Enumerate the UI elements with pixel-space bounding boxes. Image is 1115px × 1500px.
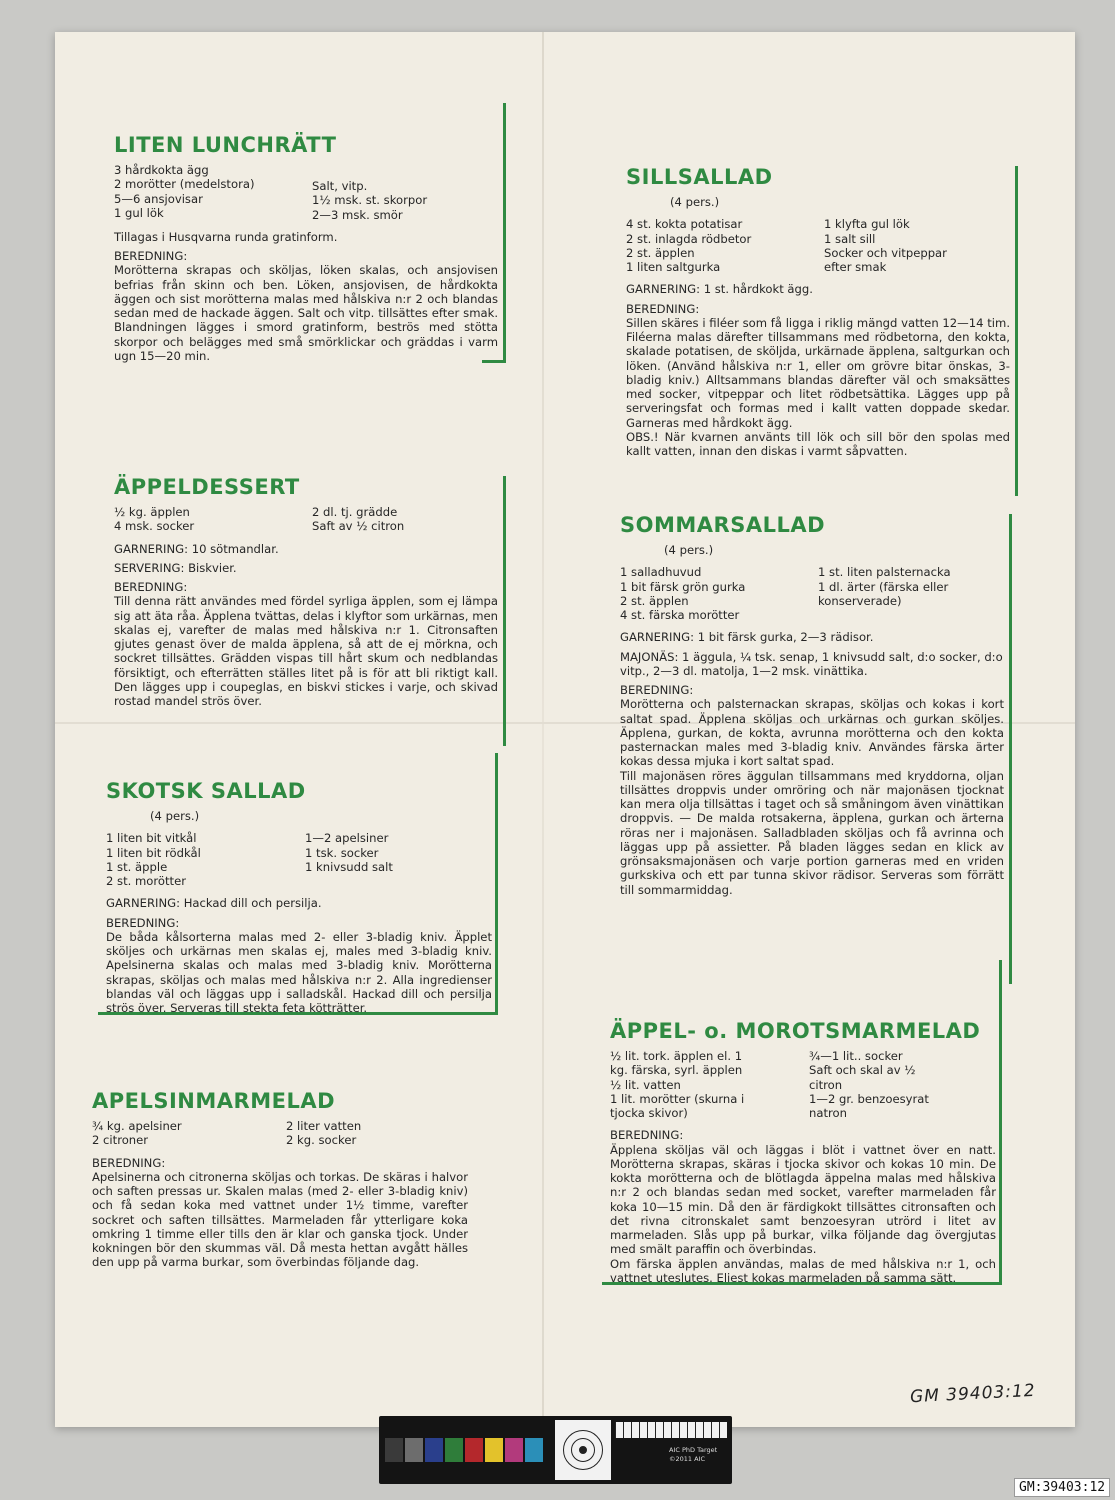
ingredients-right: ¾—1 lit.. socker Saft och skal av ½ citron 1—2 gr. benzoesyrat natron [809,1049,929,1121]
recipe-note: Tillagas i Husqvarna runda gratinform. [114,229,338,244]
recipe-appel-morotsmarmelad [610,1020,1004,1285]
obs-note: OBS.! När kvarnen använts till lök och sill bör den spolas med kallt vatten, innan den diskas i varmt såpvatten. [626,429,1010,459]
beredning-label: BEREDNING: [114,249,188,264]
garnering: GARNERING: 1 st. hårdkokt ägg. [626,282,813,297]
recipe-frame [98,753,498,1015]
beredning-label: BEREDNING: [620,683,694,698]
recipe-frame [602,960,1002,1285]
beredning-text: Morötterna skrapas och sköljas, löken skalas, och ansjovisen befrias från skinn och ben. Löken, ansjovisen, de hårdkokta äggen och sist morötterna malas med hålskiva n:r 2 och blandas sedan med de hackade äggen. Salt och vitp. tillsättes efter smak. Blandningen lägges i smord gratinform, beströs med stötta skorpor och belägges med små smörklickar och gräddas i varm ugn 15—20 min. [114,263,498,363]
recipe-frame [482,476,506,746]
garnering: GARNERING: 10 sötmandlar. [114,541,279,556]
recipe-apelsinmarmelad [92,1090,476,1270]
ingredients-left: 3 hårdkokta ägg 2 morötter (medelstora) 5—6 ansjovisar 1 gul lök [114,163,255,220]
ingredients-right: Salt, vitp. 1½ msk. st. skorpor 2—3 msk. smör [312,179,428,222]
ingredients [626,217,1010,274]
bullseye-icon [555,1420,611,1480]
recipe-title: SKOTSK SALLAD [106,779,306,803]
cyan-swatch [525,1438,543,1462]
beredning-text: Apelsinerna och citronerna sköljas och torkas. De skäras i halvor och saften pressas ur. Skalen malas (med 2- eller 3-bladig kniv) och få sedan koka med vattnet under 1½ timme, varefter sockret och saften tillsättes. Marmeladen får ytterligare koka omkring 1 timme eller tills den är klar och ganska tjock. Under kokningen bör den skummas väl. Då mesta hettan avgått hälles den upp på varma burkar, som överbindas följande dag. [92,1169,468,1270]
portions: (4 pers.) [150,809,200,824]
beredning-text-2: Om färska äpplen användas, malas de med hålskiva n:r 1, och vattnet uteslutes. Eljest kokas marmeladen på samma sätt. [610,1256,996,1285]
ingredients [114,505,498,534]
beredning-text: Morötterna och palsternackan skrapas, sköljas och kokas i kort saltat spad. Äpplena sköljas och urkärnas och gurkan sköljes. Äpplena, gurkan, de kokta, avrunna morötterna och den kokta pasternackan males med 3-bladig kniv. Användes färska ärter kokas dessa mjuka i kort saltat spad. [620,697,1004,769]
target-label: AIC PhD Target ©2011 AIC [669,1446,718,1463]
recipe-title: ÄPPEL- o. MOROTSMARMELAD [610,1019,981,1043]
blue-swatch [425,1438,443,1462]
beredning-text: Till denna rätt användes med fördel syrliga äpplen, som ej lämpa sig att äta råa. Äpplena tvättas, delas i klyftor som urkärnas, men skalas ej, varefter de malas med hålskiva n:r 1. Citronsaften gjutes genast över de malda äpplena, så att de ej mörkna, och sockret tillsättes. Grädden vispas till hårt skum och nedblandas försiktigt, och efterrätten ställes litet på is för att bli riktigt kall. Den lägges upp i coupeglas, en biskvi stickes i varje, och skivad rostad mandel strös över. [114,594,498,709]
green-swatch [445,1438,463,1462]
beredning-text-2: Till majonäsen röres äggulan tillsammans med kryddorna, oljan tillsättes droppvis under omröring och när majonäsen tjocknat kan mera olja tillsättas i taget och så småningom även vinättikan droppvis. — De malda rotsakerna, äpplena, gurkan och ärterna röras ner i majonäsen. Salladbladen sköljas och få avrinna och läggas upp på assietter. På bladen lägges sedan en klick av grönsaksmajonäsen och varje portion garneras med en vriden gurkskiva och ett par tunna skivor rädisor. Serveras som förrätt till sommarmiddag. [620,768,1004,897]
ingredients-right: 2 liter vatten 2 kg. socker [286,1119,362,1148]
beredning-label: BEREDNING: [92,1155,166,1170]
recipe-title: SILLSALLAD [626,165,773,189]
recipe-title: LITEN LUNCHRÄTT [114,133,337,157]
yellow-swatch [485,1438,503,1462]
portions: (4 pers.) [670,195,720,210]
recipe-title: APELSINMARMELAD [92,1089,336,1113]
ingredients-right: 1—2 apelsiner 1 tsk. socker 1 knivsudd salt [305,831,393,874]
portions: (4 pers.) [664,543,714,558]
ingredients-left: ½ lit. tork. äpplen el. 1 kg. färska, syrl. äpplen ½ lit. vatten 1 lit. morötter (skurna i tjocka skivor) [610,1049,745,1121]
beredning-label: BEREDNING: [114,580,188,595]
beredning-text: De båda kålsorterna malas med 2- eller 3-bladig kniv. Äpplet sköljes och urkärnas men skalas ej, males med 3-bladig kniv. Apelsinerna skalas och malas med 3-bladig kniv. Morötterna skrapas, sköljas och malas med hålskiva n:r 2. Alla ingredienser blandas väl och läggas upp i salladskål. Hackad dill och persilja strös över. Serveras till stekta feta kötträtter. [106,929,492,1016]
garnering: GARNERING: 1 bit färsk gurka, 2—3 rädisor. [620,630,874,645]
magenta-swatch [505,1438,523,1462]
recipe-frame [988,514,1012,984]
majonas: MAJONÄS: 1 äggula, ¼ tsk. senap, 1 knivsudd salt, d:o socker, d:o vitp., 2—3 dl. matolja, 1—2 msk. vinättika. [620,649,1003,678]
ingredients [92,1119,468,1148]
recipe-title: SOMMARSALLAD [620,513,826,537]
beredning-label: BEREDNING: [106,915,180,930]
museum-number-handwritten: GM 39403:12 [909,1380,1037,1408]
beredning-label: BEREDNING: [626,301,700,316]
servering: SERVERING: Biskvier. [114,560,237,575]
ingredients-right: 1 st. liten palsternacka 1 dl. ärter (färska eller konserverade) [818,565,951,608]
ingredients-left: ¾ kg. apelsiner 2 citroner [92,1119,182,1148]
ruler-scale [615,1422,727,1438]
beredning-label: BEREDNING: [610,1128,684,1143]
ingredients [620,565,1004,622]
beredning-text: Äpplena sköljas väl och läggas i blöt i vattnet över en natt. Morötterna skrapas, skäras i tjocka skivor och kokas 10 min. De kokta morötterna och de blötlagda äppelna malas med hålskiva n:r 2 och blandas sedan med socket, varefter marmeladen får koka 10—15 min. Då den är färdigkokt tillsättes citronsaften och det rivna citronskalet samt benzoesyran utrörd i litet av marmeladen. Slås upp på burkar, vilka följande dag övergjutas med smält paraffin och överbindas. [610,1142,996,1257]
ingredients [114,163,498,222]
ingredients-left: 1 salladhuvud 1 bit färsk grön gurka 2 st. äpplen 4 st. färska morötter [620,565,746,623]
ingredients-left: ½ kg. äpplen 4 msk. socker [114,505,195,534]
ingredients-left: 1 liten bit vitkål 1 liten bit rödkål 1 st. äpple 2 st. morötter [106,831,201,889]
recipe-frame [994,166,1018,496]
ingredients-right: 1 klyfta gul lök 1 salt sill Socker och vitpeppar efter smak [824,217,947,275]
recipe-sommarsallad [620,514,1012,897]
ingredients-right: 2 dl. tj. grädde Saft av ½ citron [312,505,405,534]
color-target [379,1416,732,1484]
gray-swatch [405,1438,423,1462]
recipe-appeldessert [114,476,506,708]
beredning-text: Sillen skäres i filéer som få ligga i riklig mängd vatten 12—14 tim. Filéerna malas därefter tillsammans med rödbetorna, den kokta, skalade potatisen, de sköljda, urkärnade äpplena, saltgurkan och löken. (Använd hålskiva n:r 1, eller om grövre bitar önskas, 3-bladig kniv.) Alltsammans blandas därefter väl och smaksättes med socker, vitpeppar och litet rödbetsättika. Lägges upp på serveringsfat och formas med i kallt vatten doppade skedar. Garneras med hårdkokt ägg. [626,315,1010,430]
garnering: GARNERING: Hackad dill och persilja. [106,896,322,911]
gray-swatch [385,1438,403,1462]
ingredients-left: 4 st. kokta potatisar 2 st. inlagda rödbetor 2 st. äpplen 1 liten saltgurka [626,217,752,275]
red-swatch [465,1438,483,1462]
recipe-skotsk-sallad [106,780,500,1015]
recipe-frame [482,103,506,363]
recipe-sillsallad [626,166,1018,458]
vertical-fold [542,32,544,1427]
recipe-title: ÄPPELDESSERT [114,475,300,499]
catalog-label: GM:39403:12 [1014,1478,1110,1497]
recipe-liten-lunchratt [114,134,506,363]
